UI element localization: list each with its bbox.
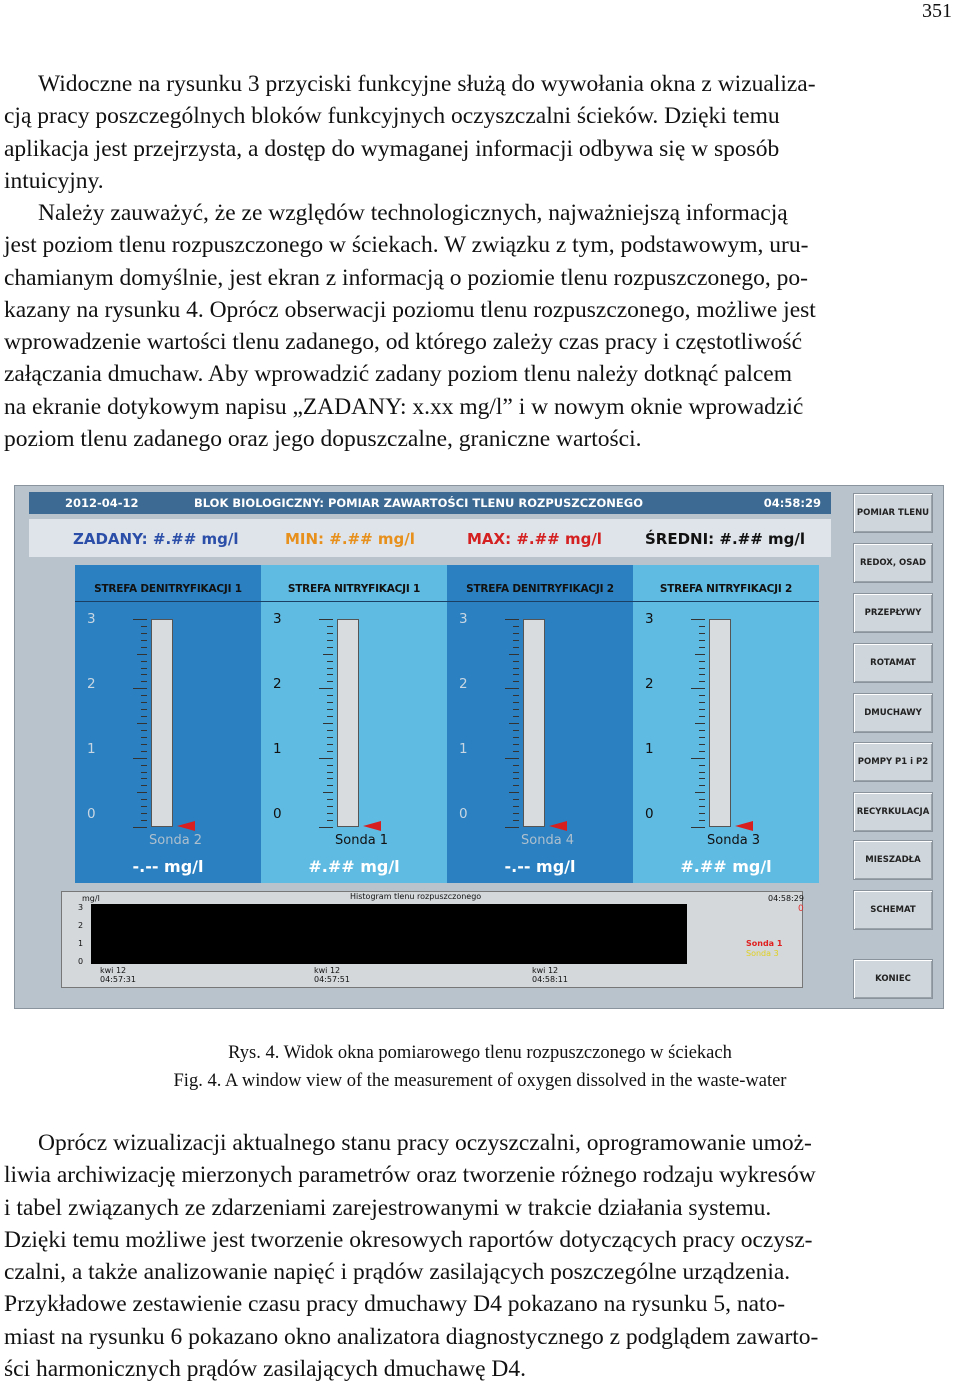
paragraph-line: chamianym domyślnie, jest ekran z informacją o poziomie tlenu rozpuszczonego, po-: [4, 264, 808, 291]
paragraph-line: ści harmonicznych prądów zasilających dmuchawę D4.: [4, 1356, 527, 1383]
oxygen-level-bar: [151, 619, 173, 827]
paragraph-line: Oprócz wizualizacji aktualnego stanu pracy oczyszczalni, oprogramowanie umoż-: [38, 1130, 812, 1156]
scale-tick-label: 1: [645, 741, 654, 757]
nav-button[interactable]: POMPY P1 i P2: [853, 742, 933, 782]
setpoint-pointer-icon: [177, 821, 195, 831]
scale-tick-label: 2: [87, 676, 96, 692]
screen-date: 2012-04-12: [65, 496, 139, 510]
paragraph-line: wprowadzenie wartości tlenu zadanego, od którego zależy czas pracy i częstotliwość: [4, 329, 803, 356]
nav-button[interactable]: MIESZADŁA: [853, 840, 933, 880]
histogram-y-tick: 2: [78, 921, 84, 930]
histogram-x-label: kwi 12 04:57:51: [314, 966, 350, 984]
paragraph-line: jest poziom tlenu rozpuszczonego w ściekach. W związku z tym, podstawowym, uru-: [4, 232, 809, 259]
scale-tick-label: 1: [459, 741, 468, 757]
setpoint-pointer-icon: [735, 821, 753, 831]
probe-reading: #.## mg/l: [308, 857, 400, 876]
status-bar: [29, 519, 831, 557]
scale-tick-label: 3: [87, 611, 96, 627]
oxygen-zone-panel: [447, 565, 633, 883]
histogram-time: 04:58:29: [768, 894, 804, 903]
scale-ticks: [675, 619, 705, 827]
nav-button[interactable]: REDOX, OSAD: [853, 543, 933, 583]
probe-label: Sonda 2: [149, 833, 203, 848]
paragraph-line: na ekranie dotykowym napisu „ZADANY: x.xx mg/l” i w nowym oknie wprowadzić: [4, 393, 804, 420]
oxygen-scale: [269, 605, 441, 833]
scale-tick-label: 1: [87, 741, 96, 757]
paragraph-3: [4, 1127, 954, 1385]
nav-button[interactable]: SCHEMAT: [853, 890, 933, 930]
average-value: ŚREDNI: #.## mg/l: [645, 530, 806, 548]
paragraph-line: Widoczne na rysunku 3 przyciski funkcyjne służą do wywołania okna z wizualiza-: [38, 71, 816, 97]
histogram-title: Histogram tlenu rozpuszczonego: [350, 892, 482, 901]
screen-time: 04:58:29: [763, 496, 821, 510]
paragraph-line: Należy zauważyć, że ze względów technologicznych, najważniejszą informacją: [38, 200, 788, 226]
setpoint-pointer-icon: [363, 821, 381, 831]
zone-title: STREFA DENITRYFIKACJI 2: [447, 565, 633, 602]
paragraph-line: czalni, a także analizowanie napięć i prądów zasilających poszczególne urządzenia.: [4, 1259, 791, 1286]
scale-tick-label: 3: [645, 611, 654, 627]
paragraph-line: i tabel związanych ze zdarzeniami zarejestrowanymi w trakcie działania systemu.: [4, 1194, 772, 1221]
oxygen-level-bar: [337, 619, 359, 827]
zadany-setpoint[interactable]: ZADANY: #.## mg/l: [73, 530, 239, 548]
oxygen-scale: [83, 605, 255, 833]
nav-button[interactable]: KONIEC: [853, 959, 933, 999]
probe-label: Sonda 1: [335, 833, 389, 848]
oxygen-zone-panel: [633, 565, 819, 883]
oxygen-histogram: [61, 891, 803, 988]
max-value: MAX: #.## mg/l: [467, 530, 602, 548]
scale-tick-label: 0: [459, 806, 468, 822]
paragraph-line: kazany na rysunku 4. Oprócz obserwacji poziomu tlenu rozpuszczonego, możliwe jest: [4, 296, 816, 323]
page-number: 351: [922, 0, 952, 22]
probe-reading: -.-- mg/l: [504, 857, 576, 876]
histogram-y-tick: 1: [78, 939, 84, 948]
probe-reading: -.-- mg/l: [132, 857, 204, 876]
oxygen-scale: [641, 605, 813, 833]
nav-button[interactable]: PRZEPŁYWY: [853, 593, 933, 633]
histogram-legend-item: Sonda 1: [746, 939, 783, 948]
histogram-y-label: mg/l: [82, 894, 100, 903]
probe-reading: #.## mg/l: [680, 857, 772, 876]
scada-screenshot: [14, 485, 944, 1009]
min-value: MIN: #.## mg/l: [285, 530, 415, 548]
histogram-plot-area: [91, 904, 687, 964]
scale-tick-label: 1: [273, 741, 282, 757]
scale-ticks: [489, 619, 519, 827]
paragraph-line: aplikacja jest przejrzysta, a dostęp do wymaganej informacji odbywa się w sposób: [4, 135, 780, 162]
paragraph-line: miast na rysunku 6 pokazano okno analizatora diagnostycznego z podglądem zawarto-: [4, 1323, 819, 1350]
figure-caption-pl: Rys. 4. Widok okna pomiarowego tlenu rozpuszczonego w ściekach: [228, 1043, 732, 1063]
nav-button[interactable]: POMIAR TLENU: [853, 493, 933, 533]
scale-tick-label: 2: [273, 676, 282, 692]
scale-tick-label: 0: [645, 806, 654, 822]
paragraph-2: [4, 197, 954, 455]
histogram-legend-item: Sonda 3: [746, 949, 779, 958]
setpoint-pointer-icon: [549, 821, 567, 831]
paragraph-line: intuicyjny.: [4, 167, 104, 194]
paragraph-line: cją pracy poszczególnych bloków funkcyjnych oczyszczalni ścieków. Dzięki temu: [4, 103, 780, 130]
nav-button[interactable]: ROTAMAT: [853, 643, 933, 683]
scale-ticks: [117, 619, 147, 827]
paragraph-line: liwia archiwizację mierzonych parametrów oraz tworzenie różnego rodzaju wykresów: [4, 1162, 816, 1189]
zone-title: STREFA DENITRYFIKACJI 1: [75, 565, 261, 602]
histogram-x-label: kwi 12 04:57:31: [100, 966, 136, 984]
oxygen-level-bar: [523, 619, 545, 827]
scale-tick-label: 0: [273, 806, 282, 822]
histogram-y-tick: 0: [78, 957, 84, 966]
paragraph-line: załączania dmuchaw. Aby wprowadzić zadany poziom tlenu należy dotknąć palcem: [4, 361, 792, 388]
histogram-value: 0: [798, 904, 804, 914]
scale-tick-label: 3: [459, 611, 468, 627]
histogram-y-tick: 3: [78, 903, 84, 912]
probe-label: Sonda 3: [707, 833, 761, 848]
scale-ticks: [303, 619, 333, 827]
main-view: [15, 486, 847, 1008]
screen-title: BLOK BIOLOGICZNY: POMIAR ZAWARTOŚCI TLENU ROZPUSZCZONEGO: [194, 496, 643, 510]
title-bar: [29, 492, 831, 514]
nav-button[interactable]: RECYRKULACJA: [853, 792, 933, 832]
paragraph-line: Dzięki temu możliwe jest tworzenie okresowych raportów dotyczących pracy oczysz-: [4, 1226, 813, 1253]
oxygen-zone-panel: [261, 565, 447, 883]
scale-tick-label: 0: [87, 806, 96, 822]
figure-caption-en: Fig. 4. A window view of the measurement of oxygen dissolved in the waste-water: [173, 1071, 787, 1091]
zone-title: STREFA NITRYFIKACJI 1: [261, 565, 447, 602]
oxygen-level-bar: [709, 619, 731, 827]
nav-button[interactable]: DMUCHAWY: [853, 693, 933, 733]
paragraph-1: [4, 68, 954, 197]
zone-title: STREFA NITRYFIKACJI 2: [633, 565, 819, 602]
scale-tick-label: 2: [645, 676, 654, 692]
scale-tick-label: 2: [459, 676, 468, 692]
oxygen-scale: [455, 605, 627, 833]
paragraph-line: poziom tlenu zadanego oraz jego dopuszczalne, graniczne wartości.: [4, 426, 642, 453]
probe-label: Sonda 4: [521, 833, 575, 848]
paragraph-line: Przykładowe zestawienie czasu pracy dmuchawy D4 pokazano na rysunku 5, nato-: [4, 1291, 786, 1318]
scale-tick-label: 3: [273, 611, 282, 627]
oxygen-zone-panel: [75, 565, 261, 883]
histogram-x-label: kwi 12 04:58:11: [532, 966, 568, 984]
